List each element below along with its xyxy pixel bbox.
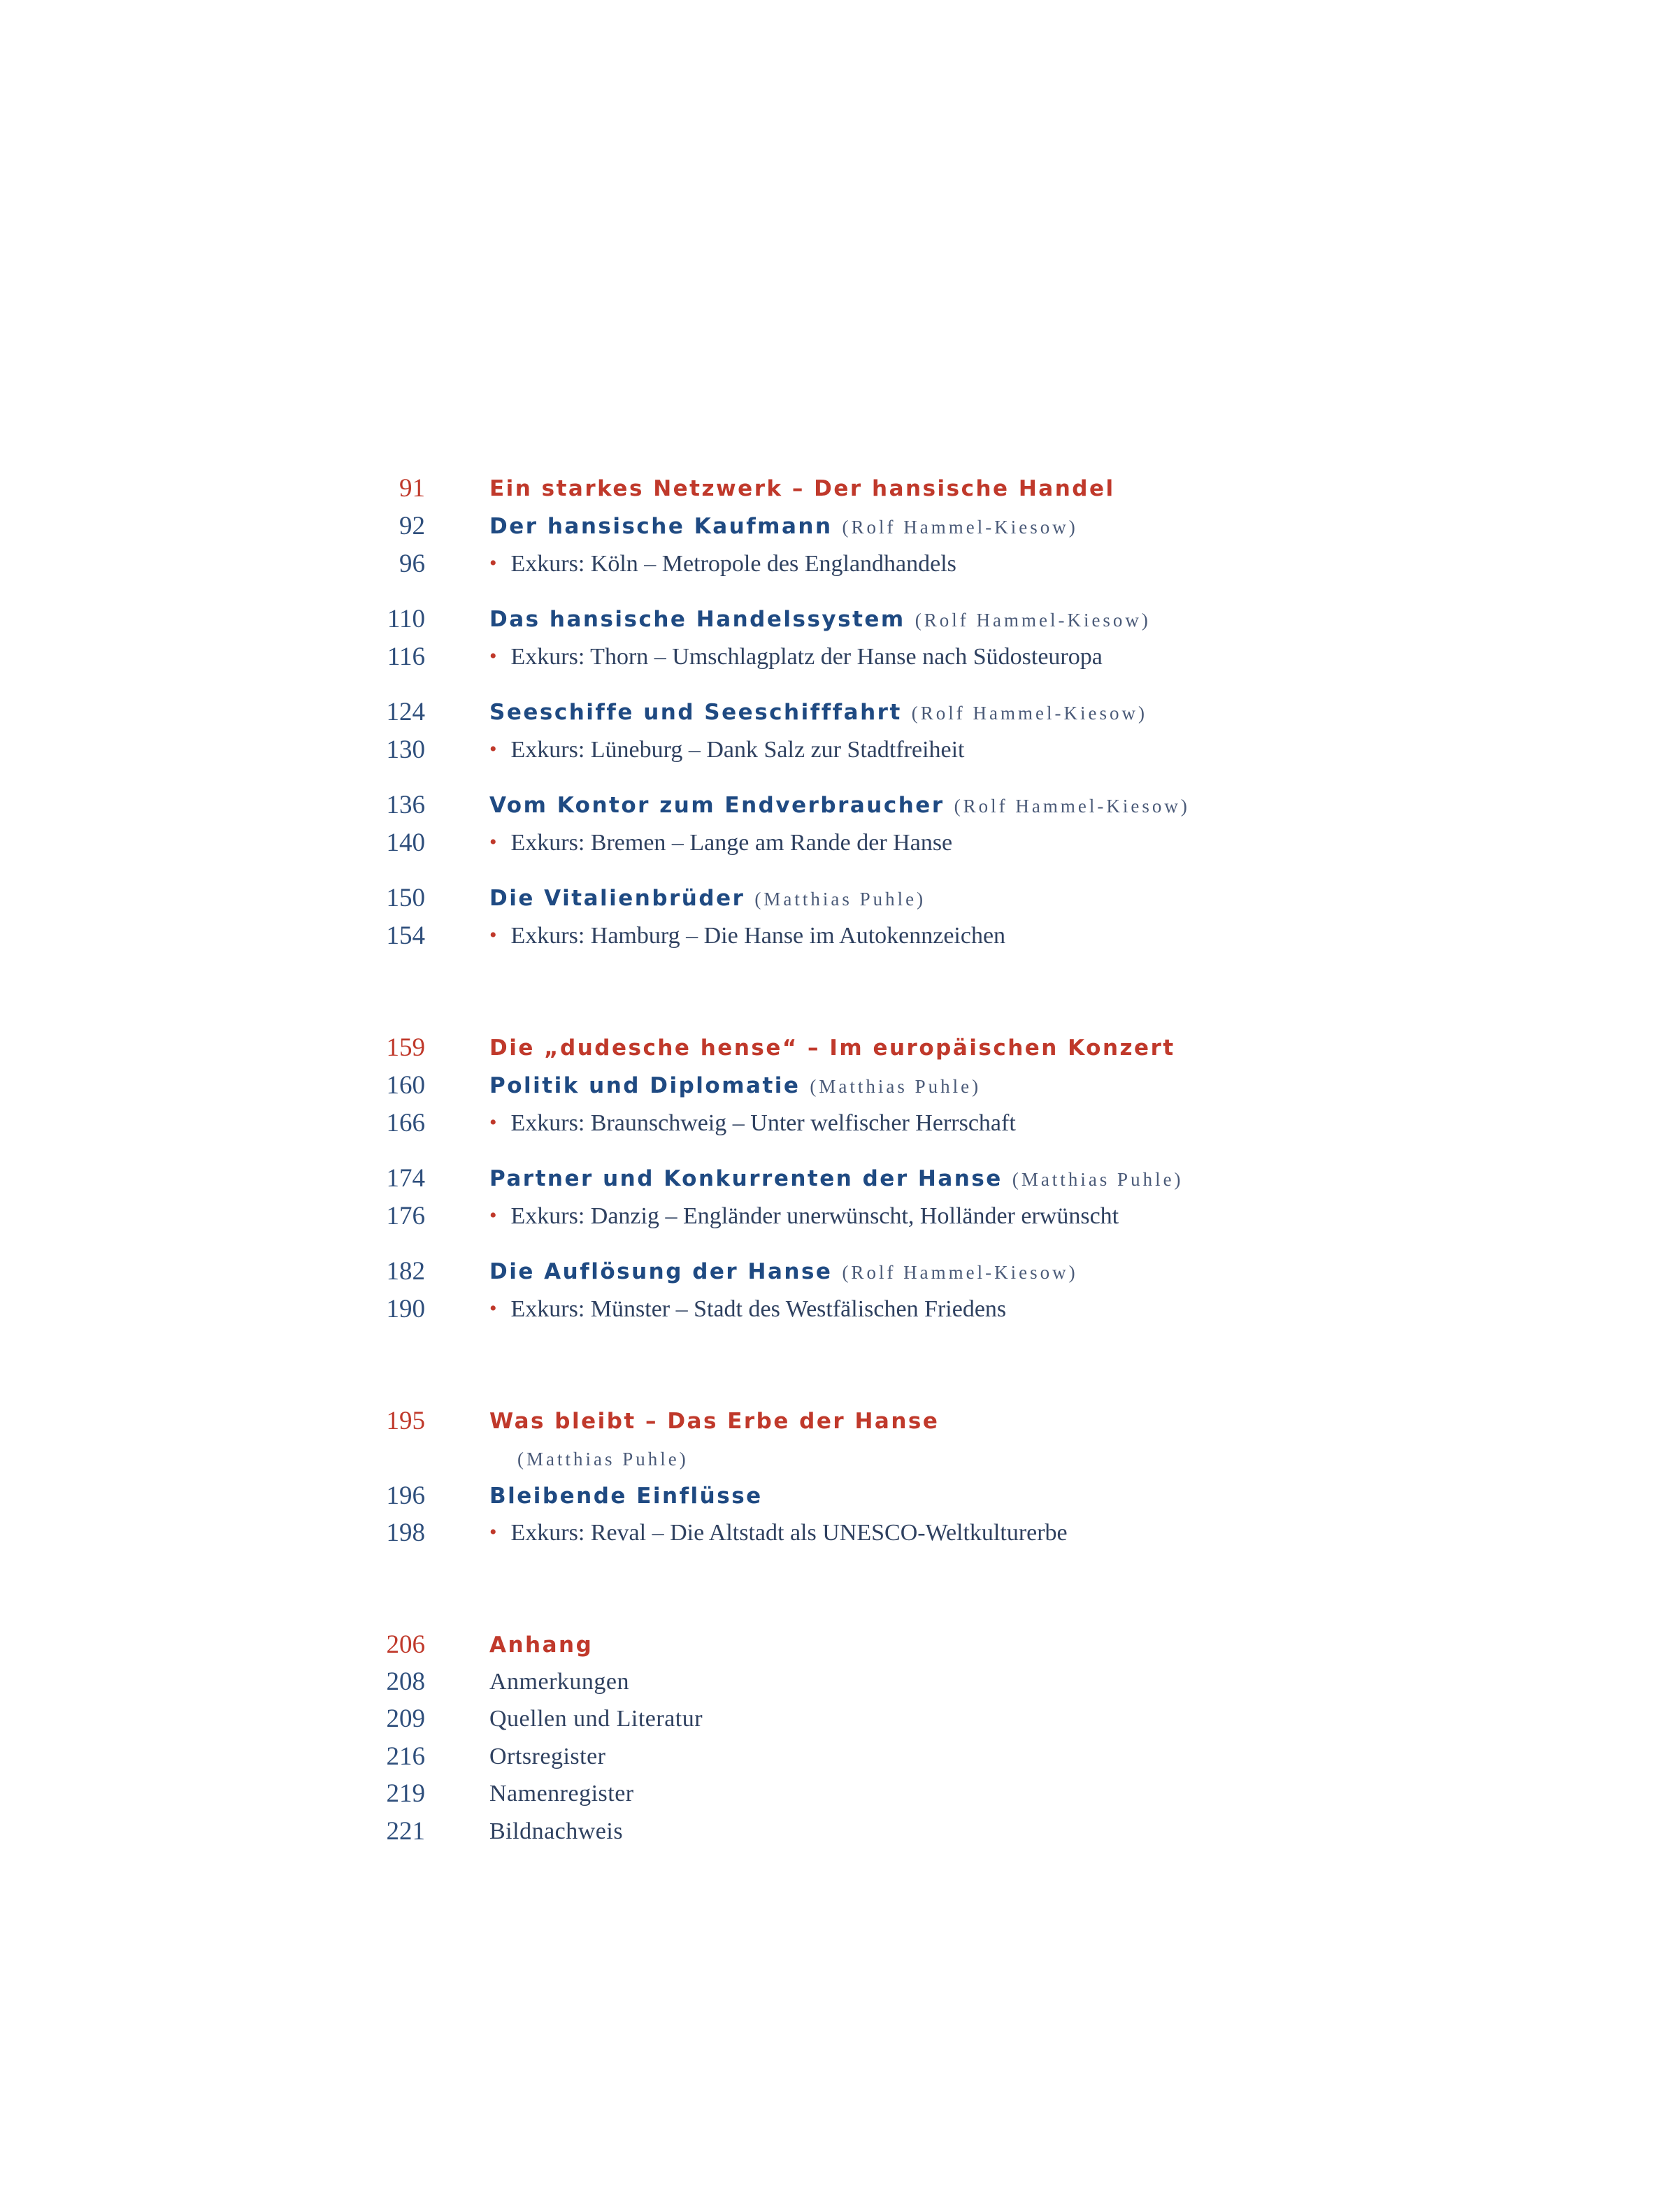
page-number: 124 (386, 698, 425, 726)
exkurs-title: Exkurs: Köln – Metropole des Englandhandels (510, 551, 956, 577)
chapter-title: Die „dudesche hense“ – Im europäischen Konzert (489, 1035, 1175, 1061)
page-number: 182 (386, 1257, 425, 1286)
page-number: 160 (386, 1071, 425, 1100)
article-title: Partner und Konkurrenten der Hanse (489, 1166, 1003, 1191)
page-number: 216 (386, 1742, 425, 1771)
article-entry (489, 601, 1151, 642)
page-number: 176 (386, 1202, 425, 1230)
exkurs-title: Exkurs: Braunschweig – Unter welfischer Herrschaft (510, 1110, 1016, 1136)
article-entry (489, 694, 1147, 735)
article-author: (Rolf Hammel-Kiesow) (915, 610, 1151, 631)
toc-row-exkurs[interactable] (0, 917, 1678, 955)
toc-row-appendix[interactable] (0, 1663, 1678, 1701)
page-number: 110 (387, 605, 425, 633)
exkurs-title: Exkurs: Danzig – Engländer unerwünscht, Holländer erwünscht (510, 1203, 1119, 1229)
article-entry (489, 1477, 763, 1519)
page-number: 190 (386, 1295, 425, 1323)
toc-row-appendix[interactable] (0, 1738, 1678, 1776)
page-number: 96 (399, 550, 425, 578)
bullet-icon: • (489, 1521, 497, 1544)
page-number: 91 (399, 474, 425, 503)
toc-row-article[interactable] (0, 694, 1678, 731)
article-title: Vom Kontor zum Endverbraucher (489, 793, 945, 818)
toc-row-appendix[interactable] (0, 1700, 1678, 1738)
bullet-icon: • (489, 924, 497, 947)
toc-row-exkurs[interactable] (0, 1105, 1678, 1142)
page-number: 159 (386, 1033, 425, 1062)
page-number: 196 (386, 1481, 425, 1510)
bullet-icon: • (489, 645, 497, 668)
toc-row-chapter[interactable] (0, 1029, 1678, 1067)
exkurs-title: Exkurs: Lüneburg – Dank Salz zur Stadtfreiheit (510, 737, 965, 763)
article-entry (489, 1253, 1078, 1295)
article-title: Die Auflösung der Hanse (489, 1259, 833, 1284)
article-entry (489, 787, 1190, 828)
exkurs-entry (489, 731, 965, 770)
toc-row-article[interactable] (0, 1067, 1678, 1105)
page-number: 174 (386, 1164, 425, 1193)
toc-row-article[interactable] (0, 1160, 1678, 1198)
article-entry (489, 879, 926, 921)
page-number: 166 (386, 1109, 425, 1137)
article-title: Die Vitalienbrüder (489, 886, 745, 911)
appendix-title: Bildnachweis (489, 1818, 624, 1844)
bullet-icon: • (489, 1111, 497, 1134)
article-title: Der hansische Kaufmann (489, 514, 833, 539)
article-title: Seeschiffe und Seeschifffahrt (489, 700, 902, 725)
article-author: (Matthias Puhle) (517, 1449, 689, 1470)
page-number: 130 (386, 735, 425, 764)
article-author: (Matthias Puhle) (1012, 1169, 1184, 1190)
bullet-icon: • (489, 1204, 497, 1227)
article-entry (489, 508, 1078, 550)
toc-row-exkurs[interactable] (0, 1514, 1678, 1552)
toc-row-article[interactable] (0, 879, 1678, 917)
article-author: (Rolf Hammel-Kiesow) (911, 703, 1147, 724)
page-number: 198 (386, 1518, 425, 1547)
exkurs-entry (489, 545, 956, 584)
toc-row-exkurs[interactable] (0, 1198, 1678, 1235)
article-author: (Rolf Hammel-Kiesow) (954, 796, 1190, 817)
page-number: 154 (386, 921, 425, 950)
exkurs-entry (489, 1198, 1119, 1236)
article-title: Politik und Diplomatie (489, 1073, 801, 1098)
page-number: 209 (386, 1704, 425, 1733)
toc-row-exkurs[interactable] (0, 545, 1678, 583)
toc-row-article[interactable] (0, 601, 1678, 638)
page-number: 116 (387, 642, 425, 671)
article-author: (Matthias Puhle) (754, 889, 926, 910)
bullet-icon: • (489, 738, 497, 761)
exkurs-title: Exkurs: Thorn – Umschlagplatz der Hanse nach Südosteuropa (510, 644, 1103, 670)
article-title: Bleibende Einflüsse (489, 1484, 763, 1509)
exkurs-entry (489, 917, 1005, 956)
exkurs-entry (489, 1291, 1006, 1329)
toc-row-chapter[interactable] (0, 1626, 1678, 1664)
page-number: 221 (386, 1817, 425, 1846)
article-author: (Rolf Hammel-Kiesow) (842, 517, 1078, 538)
appendix-title: Namenregister (489, 1781, 634, 1807)
page-number: 208 (386, 1667, 425, 1696)
toc-row-article[interactable] (0, 787, 1678, 824)
toc-row-exkurs[interactable] (0, 638, 1678, 676)
page-number: 150 (386, 884, 425, 912)
toc-row-appendix[interactable] (0, 1775, 1678, 1813)
article-author: (Matthias Puhle) (810, 1076, 982, 1097)
article-entry (489, 1160, 1184, 1202)
exkurs-entry (489, 1514, 1068, 1553)
page-number: 219 (386, 1779, 425, 1808)
page-number: 136 (386, 791, 425, 819)
chapter-title: Was bleibt – Das Erbe der Hanse (489, 1409, 940, 1434)
appendix-title: Quellen und Literatur (489, 1706, 703, 1732)
toc-row-author (0, 1440, 1678, 1478)
exkurs-entry (489, 638, 1103, 677)
article-entry (489, 1067, 981, 1109)
article-entry (489, 1440, 689, 1481)
article-author: (Rolf Hammel-Kiesow) (842, 1262, 1078, 1283)
bullet-icon: • (489, 831, 497, 854)
exkurs-title: Exkurs: Reval – Die Altstadt als UNESCO-Weltkulturerbe (510, 1520, 1068, 1546)
exkurs-title: Exkurs: Bremen – Lange am Rande der Hanse (510, 830, 953, 856)
chapter-title: Ein starkes Netzwerk – Der hansische Handel (489, 476, 1115, 501)
toc-row-chapter[interactable] (0, 470, 1678, 508)
page-number: 92 (399, 512, 425, 540)
toc-row-appendix[interactable] (0, 1813, 1678, 1851)
toc-row-article[interactable] (0, 1253, 1678, 1291)
page-number: 140 (386, 828, 425, 857)
chapter-title: Anhang (489, 1632, 594, 1658)
exkurs-entry (489, 824, 952, 863)
exkurs-title: Exkurs: Hamburg – Die Hanse im Autokennzeichen (510, 923, 1006, 949)
bullet-icon: • (489, 1297, 497, 1320)
toc-row-article[interactable] (0, 508, 1678, 545)
exkurs-entry (489, 1105, 1016, 1143)
toc-row-article[interactable] (0, 1477, 1678, 1515)
page-number: 195 (386, 1407, 425, 1435)
appendix-title: Anmerkungen (489, 1669, 630, 1695)
exkurs-title: Exkurs: Münster – Stadt des Westfälischen Friedens (510, 1296, 1007, 1322)
page-number: 206 (386, 1630, 425, 1659)
article-title: Das hansische Handelssystem (489, 607, 905, 632)
bullet-icon: • (489, 552, 497, 575)
toc-row-exkurs[interactable] (0, 1291, 1678, 1328)
toc-row-chapter[interactable] (0, 1402, 1678, 1440)
toc-row-exkurs[interactable] (0, 824, 1678, 862)
appendix-title: Ortsregister (489, 1744, 606, 1769)
toc-row-exkurs[interactable] (0, 731, 1678, 769)
